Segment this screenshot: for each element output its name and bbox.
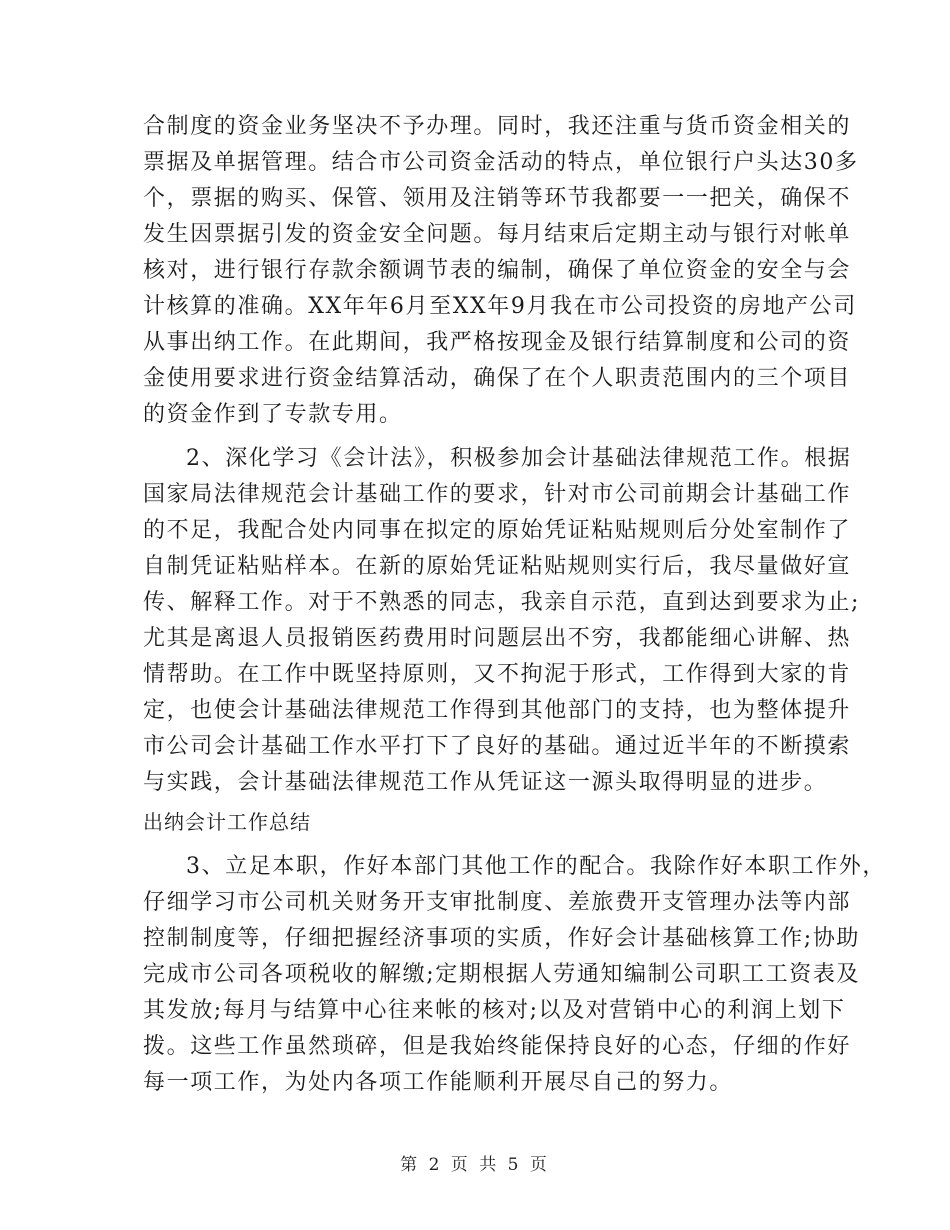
paragraph-3-line-4: 完成市公司各项税收的解缴;定期根据人劳通知编制公司职工工资表及 — [143, 962, 861, 987]
paragraph-2-line-9: 市公司会计基础工作水平打下了良好的基础。通过近半年的不断摸索 — [143, 734, 852, 759]
paragraph-2-line-6: 尤其是离退人员报销医药费用时问题层出不穷，我都能细心讲解、热 — [143, 626, 852, 651]
paragraph-1-line-6: 计核算的准确。XX年年6月至XX年9月我在市公司投资的房地产公司 — [143, 294, 857, 319]
paragraph-3-line-6: 拨。这些工作虽然琐碎，但是我始终能保持良好的心态，仔细的作好 — [143, 1034, 852, 1059]
paragraph-2-line-5: 传、解释工作。对于不熟悉的同志，我亲自示范，直到达到要求为止; — [143, 590, 861, 615]
paragraph-3-line-1: 3、立足本职，作好本部门其他工作的配合。我除作好本职工作外， — [186, 854, 886, 879]
paragraph-1-line-7: 从事出纳工作。在此期间，我严格按现金及银行结算制度和公司的资 — [143, 330, 852, 355]
paragraph-1-line-2: 票据及单据管理。结合市公司资金活动的特点，单位银行户头达30多 — [143, 150, 859, 175]
paragraph-2-line-10: 与实践，会计基础法律规范工作从凭证这一源头取得明显的进步。 — [143, 770, 828, 795]
paragraph-1-line-1: 合制度的资金业务坚决不予办理。同时，我还注重与货币资金相关的 — [143, 114, 852, 139]
paragraph-1-line-5: 核对，进行银行存款余额调节表的编制，确保了单位资金的安全与会 — [143, 258, 852, 283]
paragraph-3-line-7: 每一项工作，为处内各项工作能顺利开展尽自己的努力。 — [143, 1070, 734, 1095]
page-number-footer: 第 2 页 共 5 页 — [400, 1155, 550, 1175]
section-heading: 出纳会计工作总结 — [143, 810, 311, 834]
paragraph-2-line-2: 国家局法律规范会计基础工作的要求，针对市公司前期会计基础工作 — [143, 482, 852, 507]
paragraph-1-line-8: 金使用要求进行资金结算活动，确保了在个人职责范围内的三个项目 — [143, 366, 852, 391]
paragraph-2-line-3: 的不足，我配合处内同事在拟定的原始凭证粘贴规则后分处室制作了 — [143, 518, 852, 543]
paragraph-1-line-3: 个，票据的购买、保管、领用及注销等环节我都要一一把关，确保不 — [143, 186, 852, 211]
paragraph-1-line-9: 的资金作到了专款专用。 — [143, 402, 403, 427]
paragraph-2-line-1: 2、深化学习《会计法》，积极参加会计基础法律规范工作。根据 — [186, 446, 852, 471]
paragraph-3-line-2: 仔细学习市公司机关财务开支审批制度、差旅费开支管理办法等内部 — [143, 890, 852, 915]
paragraph-3-line-5: 其发放;每月与结算中心往来帐的核对;以及对营销中心的利润上划下 — [143, 998, 846, 1023]
paragraph-3-line-3: 控制制度等，仔细把握经济事项的实质，作好会计基础核算工作;协助 — [143, 926, 861, 951]
paragraph-2-line-4: 自制凭证粘贴样本。在新的原始凭证粘贴规则实行后，我尽量做好宣 — [143, 554, 852, 579]
paragraph-2-line-7: 情帮助。在工作中既坚持原则，又不拘泥于形式，工作得到大家的肯 — [143, 662, 852, 687]
paragraph-1-line-4: 发生因票据引发的资金安全问题。每月结束后定期主动与银行对帐单 — [143, 222, 852, 247]
paragraph-2-line-8: 定，也使会计基础法律规范工作得到其他部门的支持，也为整体提升 — [143, 698, 852, 723]
